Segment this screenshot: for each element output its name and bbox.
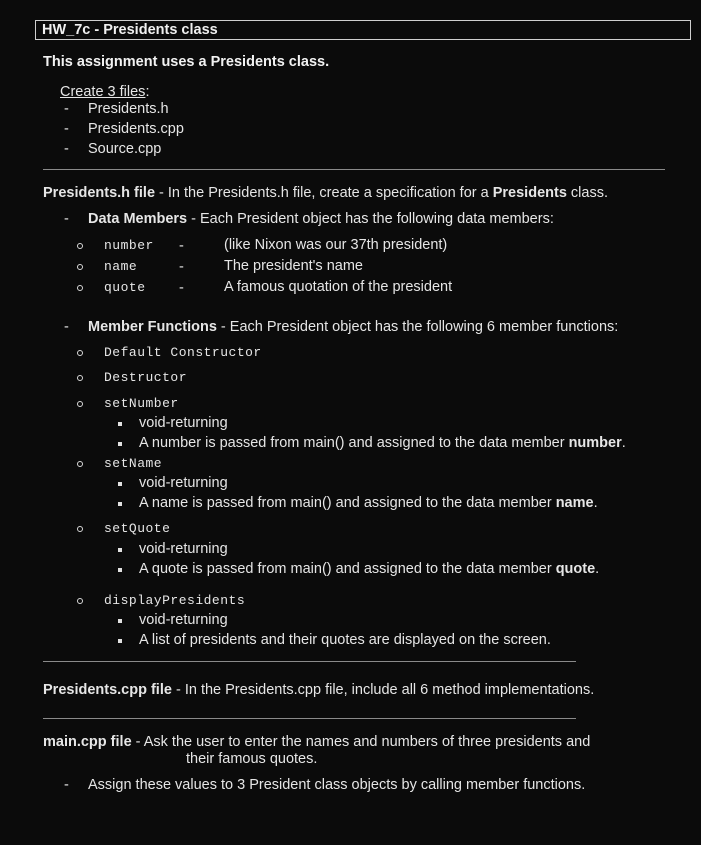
main-cpp-label: main.cpp file [43, 734, 132, 750]
create-files-label: Create 3 files [60, 84, 146, 100]
file-item: Presidents.h [88, 101, 169, 117]
presidents-h-desc: In the Presidents.h file, create a specification for a [167, 185, 493, 201]
separator: - [155, 185, 168, 201]
separator: - [131, 734, 144, 750]
function-detail-line [139, 561, 599, 577]
square-bullet-icon [118, 619, 122, 623]
main-cpp-line [43, 734, 590, 750]
function-name: setName [104, 456, 163, 471]
function-name: Destructor [104, 370, 188, 385]
separator: - [216, 319, 230, 335]
divider [43, 169, 665, 170]
main-cpp-bullet: Assign these values to 3 President class objects by calling member functions. [88, 777, 586, 793]
circle-bullet-icon [77, 375, 83, 381]
file-item: Source.cpp [88, 141, 162, 157]
member-name: quote [104, 280, 146, 295]
square-bullet-icon [118, 422, 122, 426]
circle-bullet-icon [77, 350, 83, 356]
data-members-label: Data Members [88, 211, 188, 227]
function-detail-line [139, 435, 626, 451]
function-detail: A name is passed from main() and assigned to the data member [139, 495, 556, 511]
function-name: setNumber [104, 396, 179, 411]
function-detail: void-returning [139, 475, 228, 491]
member-functions-line [88, 319, 618, 335]
bullet-dash: - [64, 777, 69, 793]
function-detail: void-returning [139, 541, 228, 557]
circle-bullet-icon [77, 526, 83, 532]
function-detail: A number is passed from main() and assigned to the data member [139, 435, 569, 451]
circle-bullet-icon [77, 243, 83, 249]
square-bullet-icon [118, 442, 122, 446]
bullet-dash: - [64, 319, 69, 335]
function-detail: void-returning [139, 415, 228, 431]
function-name: setQuote [104, 521, 171, 536]
square-bullet-icon [118, 548, 122, 552]
square-bullet-icon [118, 639, 122, 643]
main-cpp-desc-cont: their famous quotes. [186, 751, 318, 767]
function-name: Default Constructor [104, 345, 262, 360]
create-files-colon: : [145, 84, 150, 100]
circle-bullet-icon [77, 598, 83, 604]
data-members-desc: Each President object has the following data members: [200, 211, 554, 227]
circle-bullet-icon [77, 264, 83, 270]
intro-text: This assignment uses a Presidents class. [43, 54, 330, 70]
file-item: Presidents.cpp [88, 121, 184, 137]
title-box [35, 20, 691, 40]
member-functions-desc: Each President object has the following 6 member functions: [229, 319, 619, 335]
presidents-cpp-line [43, 682, 594, 698]
member-dash: - [179, 238, 184, 254]
separator: - [171, 682, 185, 698]
member-name: number [104, 238, 154, 253]
member-desc: (like Nixon was our 37th president) [224, 237, 448, 253]
presidents-cpp-label: Presidents.cpp file [43, 682, 172, 698]
presidents-h-desc-bold: Presidents [492, 185, 567, 201]
presidents-h-line [43, 185, 608, 201]
square-bullet-icon [118, 568, 122, 572]
presidents-h-label: Presidents.h file [43, 185, 156, 201]
file-dash: - [64, 101, 69, 117]
member-functions-label: Member Functions [88, 319, 217, 335]
square-bullet-icon [118, 502, 122, 506]
member-dash: - [179, 280, 184, 296]
function-detail: A list of presidents and their quotes are displayed on the screen. [139, 632, 551, 648]
main-cpp-desc: Ask the user to enter the names and numbers of three presidents and [143, 734, 591, 750]
circle-bullet-icon [77, 285, 83, 291]
file-dash: - [64, 141, 69, 157]
page-title: HW_7c - Presidents class [42, 22, 218, 38]
function-detail: A quote is passed from main() and assigned to the data member [139, 561, 556, 577]
divider [43, 718, 576, 719]
file-dash: - [64, 121, 69, 137]
function-detail-bold: number [568, 435, 622, 451]
member-desc: A famous quotation of the president [224, 279, 453, 295]
function-detail-bold: quote [555, 561, 596, 577]
function-detail-line [139, 495, 598, 511]
function-detail-end: . [621, 435, 626, 451]
data-members-line [88, 211, 554, 227]
presidents-h-desc-end: class. [566, 185, 608, 201]
create-files-heading [60, 84, 149, 100]
circle-bullet-icon [77, 461, 83, 467]
member-name: name [104, 259, 138, 274]
function-detail-bold: name [555, 495, 594, 511]
bullet-dash: - [64, 211, 69, 227]
function-detail-line [139, 632, 551, 648]
divider [43, 661, 576, 662]
member-desc: The president's name [224, 258, 363, 274]
separator: - [187, 211, 201, 227]
circle-bullet-icon [77, 401, 83, 407]
function-detail-end: . [595, 561, 600, 577]
member-dash: - [179, 259, 184, 275]
square-bullet-icon [118, 482, 122, 486]
function-name: displayPresidents [104, 593, 246, 608]
presidents-cpp-desc: In the Presidents.cpp file, include all 6 method implementations. [184, 682, 595, 698]
function-detail: void-returning [139, 612, 228, 628]
function-detail-end: . [593, 495, 598, 511]
